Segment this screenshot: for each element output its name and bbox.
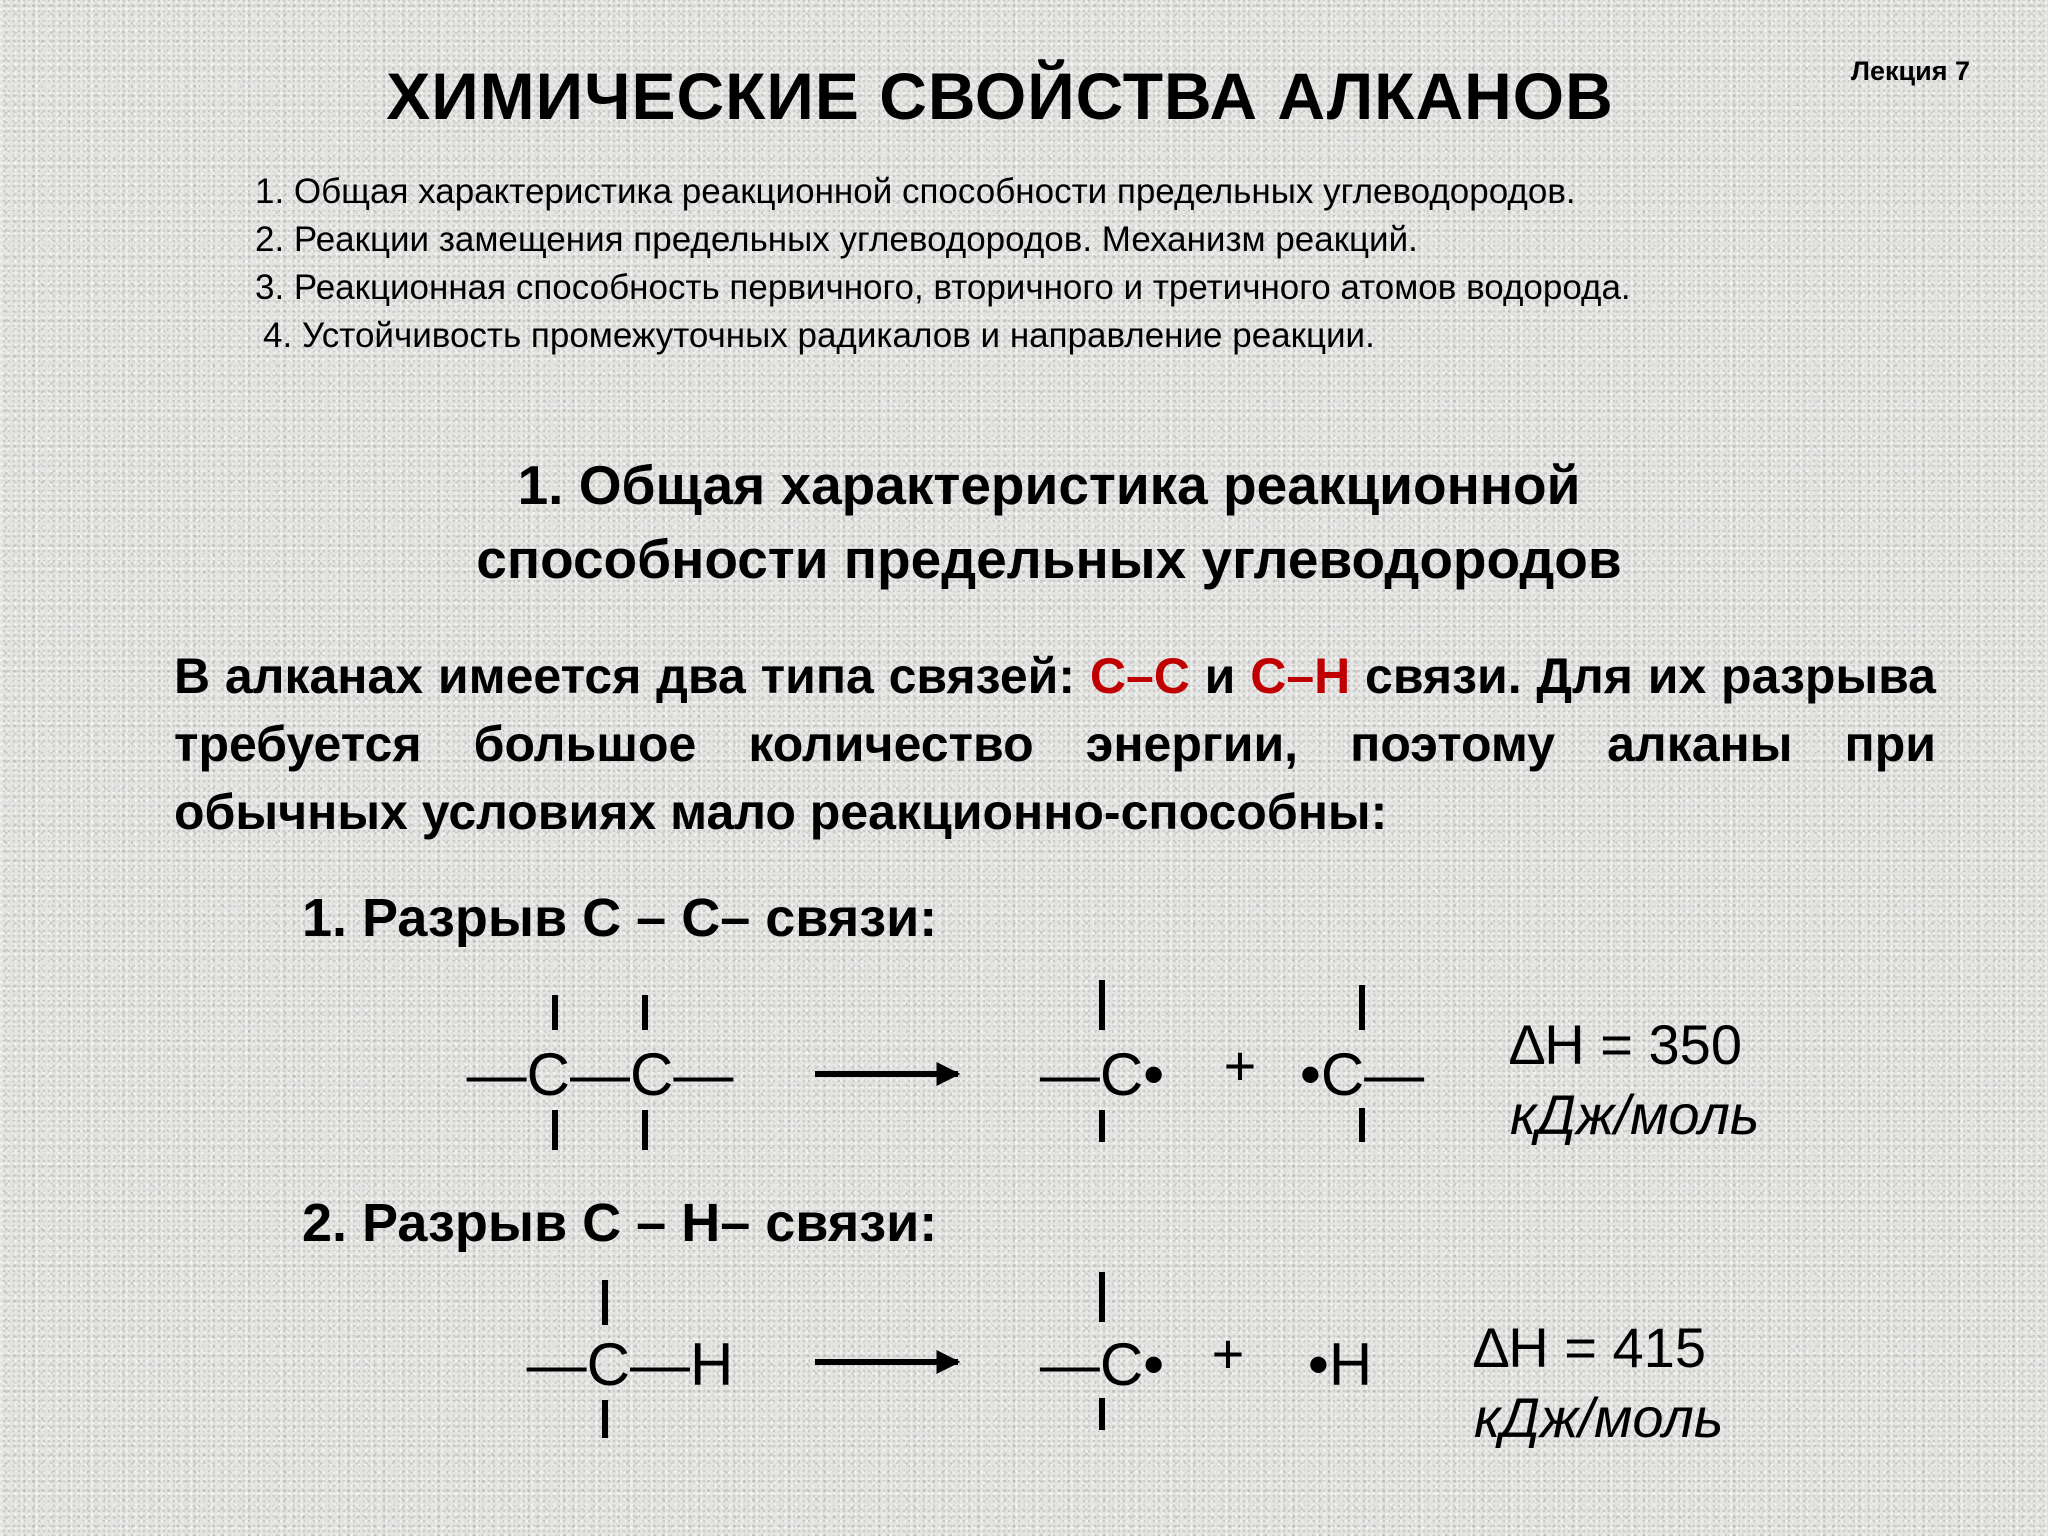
cc-bond-label: C–C: [1089, 648, 1190, 704]
enthalpy-unit: кДж/моль: [1474, 1386, 1724, 1449]
outline-item: 1. Общая характеристика реакционной способности предельных углеводородов.: [255, 172, 1576, 211]
paragraph-text: и: [1189, 648, 1251, 704]
reactant-formula: —C—H: [526, 1331, 734, 1398]
outline-item: 2. Реакции замещения предельных углеводородов. Механизм реакций.: [255, 220, 1418, 259]
product-radical: •H: [1307, 1331, 1373, 1398]
paragraph-text: В алканах имеется два типа связей:: [174, 648, 1090, 704]
reaction-1-heading: 1. Разрыв С – С– связи:: [302, 888, 938, 948]
enthalpy-value: ∆H = 415: [1474, 1316, 1706, 1379]
outline-item: 3. Реакционная способность первичного, вторичного и третичного атомов водорода.: [255, 268, 1631, 307]
enthalpy-unit: кДж/моль: [1510, 1083, 1760, 1146]
paragraph-text: связи. Для их разрыва требуется большое количество энергии, поэтому алканы при обычных условиях мало реакционно-способны:: [174, 648, 1936, 840]
lecture-label: Лекция 7: [1851, 56, 1970, 86]
ch-bond-label: C–H: [1250, 648, 1351, 704]
section-heading-line2: способности предельных углеводородов: [476, 528, 1622, 590]
product-radical: —C•: [1039, 1331, 1165, 1398]
section-heading-line1: 1. Общая характеристика реакционной: [517, 454, 1581, 516]
reaction-2-heading: 2. Разрыв С – Н– связи:: [302, 1193, 938, 1253]
enthalpy-value: ∆H = 350: [1510, 1013, 1742, 1076]
outline-item: 4. Устойчивость промежуточных радикалов и направление реакции.: [263, 316, 1375, 355]
product-radical: —C•: [1039, 1041, 1165, 1108]
product-radical: •C—: [1299, 1041, 1425, 1108]
page-title: ХИМИЧЕСКИЕ СВОЙСТВА АЛКАНОВ: [386, 59, 1614, 133]
plus-sign: +: [1223, 1034, 1257, 1097]
plus-sign: +: [1211, 1322, 1245, 1385]
reactant-formula: —C—C—: [466, 1041, 734, 1108]
